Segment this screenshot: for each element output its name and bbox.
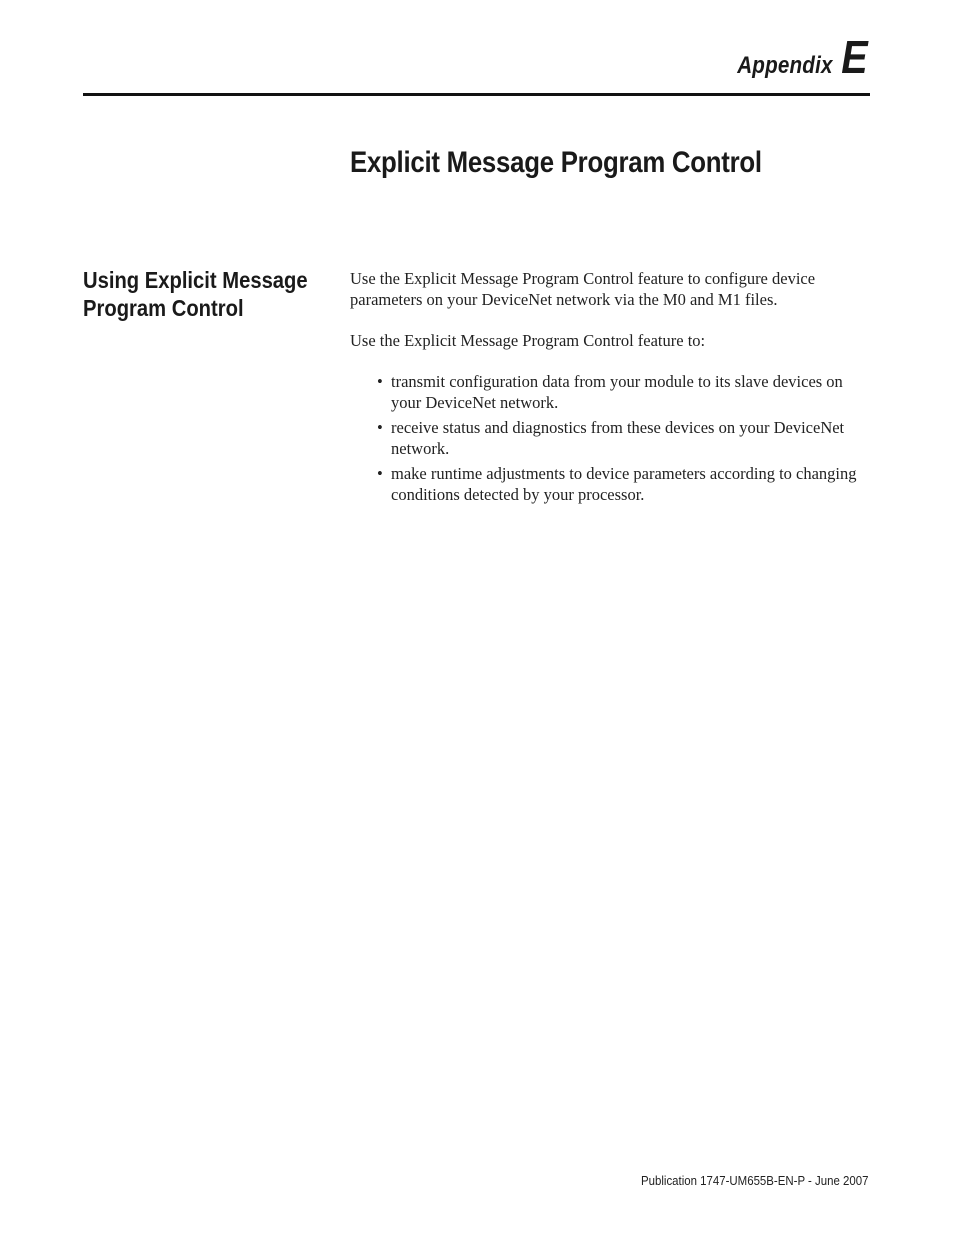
feature-list — [350, 371, 875, 505]
section-heading — [83, 266, 315, 322]
section-heading-line-1: Using Explicit Message — [83, 267, 308, 293]
list-intro-paragraph: Use the Explicit Message Program Control feature to: — [350, 331, 706, 350]
bullet-icon: • — [377, 418, 383, 437]
publication-footer: Publication 1747-UM655B-EN-P - June 2007 — [640, 1173, 868, 1188]
list-item — [377, 417, 875, 459]
list-item — [377, 371, 875, 413]
body-column — [350, 268, 875, 509]
list-item — [377, 463, 875, 505]
header-rule — [83, 93, 870, 96]
list-item-text: transmit configuration data from your module to its slave devices on your DeviceNet network. — [391, 372, 843, 412]
intro-paragraph: Use the Explicit Message Program Control feature to configure device parameters on your DeviceNet network via the M0 and M1 files. — [350, 269, 816, 309]
appendix-letter: E — [841, 31, 868, 83]
chapter-title: Explicit Message Program Control — [350, 146, 762, 179]
list-item-text: receive status and diagnostics from these devices on your DeviceNet network. — [391, 418, 845, 458]
appendix-header — [737, 31, 868, 83]
list-item-text: make runtime adjustments to device parameters according to changing conditions detected by your processor. — [391, 464, 857, 504]
bullet-icon: • — [377, 464, 383, 483]
section-heading-line-2: Program Control — [83, 295, 244, 321]
bullet-icon: • — [377, 372, 383, 391]
appendix-label: Appendix — [737, 52, 834, 79]
